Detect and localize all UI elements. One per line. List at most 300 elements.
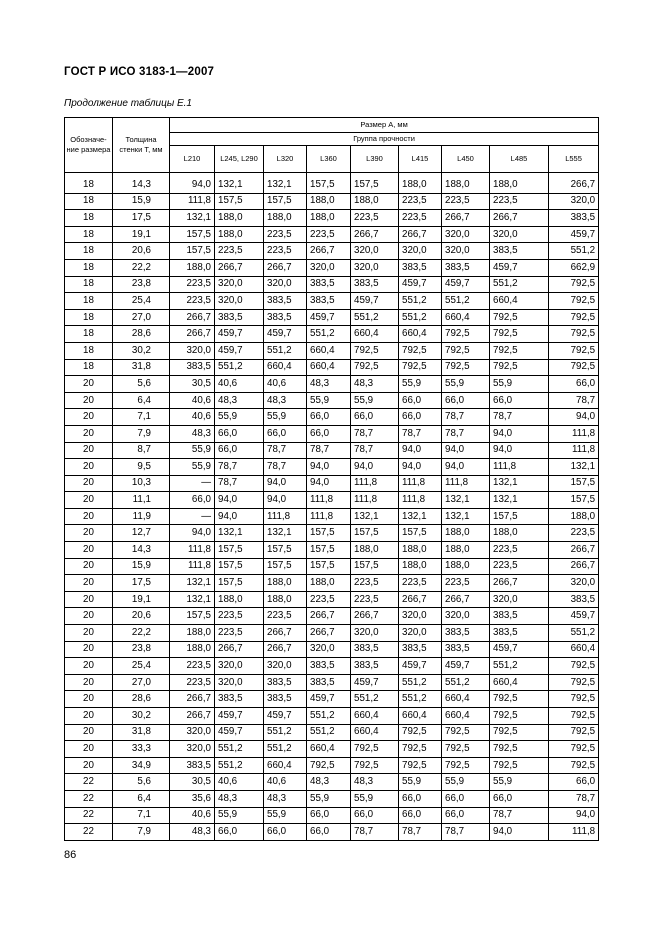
- cell-thickness: 19,1: [113, 226, 170, 243]
- cell-value: 66,0: [307, 409, 351, 426]
- cell-value: 48,3: [215, 392, 264, 409]
- cell-value: 111,8: [549, 442, 599, 459]
- cell-value: 66,0: [549, 774, 599, 791]
- cell-thickness: 20,6: [113, 608, 170, 625]
- cell-value: 792,5: [549, 293, 599, 310]
- cell-value: 132,1: [351, 508, 399, 525]
- cell-value: 551,2: [351, 309, 399, 326]
- cell-value: 551,2: [399, 309, 442, 326]
- cell-value: 223,5: [399, 210, 442, 227]
- cell-value: 94,0: [490, 425, 549, 442]
- cell-value: 157,5: [351, 525, 399, 542]
- cell-value: 792,5: [351, 342, 399, 359]
- cell-value: 266,7: [549, 542, 599, 559]
- cell-value: 383,5: [264, 691, 307, 708]
- cell-value: —: [170, 508, 215, 525]
- cell-value: 383,5: [399, 259, 442, 276]
- cell-value: 383,5: [264, 674, 307, 691]
- cell-value: 459,7: [442, 276, 490, 293]
- cell-value: 320,0: [264, 276, 307, 293]
- cell-value: 40,6: [215, 376, 264, 393]
- cell-value: 188,0: [307, 193, 351, 210]
- cell-designation: 20: [65, 641, 113, 658]
- cell-value: 66,0: [442, 790, 490, 807]
- cell-value: 266,7: [351, 226, 399, 243]
- cell-value: 660,4: [442, 708, 490, 725]
- cell-value: 111,8: [170, 558, 215, 575]
- header-grade: L415: [399, 146, 442, 173]
- table-row: [65, 475, 599, 492]
- cell-value: 157,5: [351, 173, 399, 194]
- cell-value: 792,5: [351, 359, 399, 376]
- cell-thickness: 23,8: [113, 276, 170, 293]
- cell-value: 188,0: [170, 625, 215, 642]
- cell-value: 157,5: [170, 226, 215, 243]
- cell-value: 383,5: [490, 608, 549, 625]
- cell-thickness: 7,9: [113, 824, 170, 841]
- cell-value: 111,8: [264, 508, 307, 525]
- cell-value: 792,5: [490, 708, 549, 725]
- cell-value: 459,7: [351, 674, 399, 691]
- cell-value: 94,0: [442, 459, 490, 476]
- cell-designation: 20: [65, 508, 113, 525]
- cell-value: 78,7: [351, 824, 399, 841]
- header-strength-group: Группа прочности: [170, 133, 599, 146]
- cell-value: 383,5: [170, 757, 215, 774]
- cell-value: 459,7: [307, 691, 351, 708]
- table-row: [65, 508, 599, 525]
- cell-value: 792,5: [351, 757, 399, 774]
- cell-value: 55,9: [399, 376, 442, 393]
- cell-value: 223,5: [490, 193, 549, 210]
- cell-value: 40,6: [264, 774, 307, 791]
- cell-value: 266,7: [549, 173, 599, 194]
- cell-value: 157,5: [264, 193, 307, 210]
- cell-value: 320,0: [307, 641, 351, 658]
- cell-value: 157,5: [215, 575, 264, 592]
- cell-designation: 20: [65, 425, 113, 442]
- cell-value: 94,0: [307, 459, 351, 476]
- cell-value: 188,0: [170, 641, 215, 658]
- cell-value: 78,7: [399, 425, 442, 442]
- table-row: [65, 210, 599, 227]
- cell-value: 792,5: [490, 757, 549, 774]
- cell-value: 132,1: [490, 492, 549, 509]
- cell-thickness: 28,6: [113, 326, 170, 343]
- cell-value: 132,1: [170, 575, 215, 592]
- cell-designation: 20: [65, 542, 113, 559]
- cell-value: 383,5: [351, 276, 399, 293]
- cell-value: 157,5: [549, 492, 599, 509]
- header-designation: Обозначе-ние размера: [65, 118, 113, 173]
- cell-value: 40,6: [170, 409, 215, 426]
- cell-value: 40,6: [170, 392, 215, 409]
- cell-value: 55,9: [490, 376, 549, 393]
- cell-value: 111,8: [399, 492, 442, 509]
- cell-value: 48,3: [264, 790, 307, 807]
- cell-value: 66,0: [264, 824, 307, 841]
- cell-value: 188,0: [307, 575, 351, 592]
- header-grade: L210: [170, 146, 215, 173]
- cell-value: 792,5: [442, 326, 490, 343]
- table-row: [65, 342, 599, 359]
- cell-value: 188,0: [351, 542, 399, 559]
- cell-value: 320,0: [490, 226, 549, 243]
- header-grade: L485: [490, 146, 549, 173]
- cell-value: 55,9: [215, 409, 264, 426]
- cell-thickness: 27,0: [113, 674, 170, 691]
- cell-thickness: 22,2: [113, 259, 170, 276]
- header-grade: L450: [442, 146, 490, 173]
- cell-value: 55,9: [399, 774, 442, 791]
- cell-value: 111,8: [307, 508, 351, 525]
- cell-value: 383,5: [307, 276, 351, 293]
- table-caption: Продолжение таблицы Е.1: [64, 98, 192, 109]
- cell-value: 66,0: [307, 425, 351, 442]
- cell-value: 223,5: [399, 193, 442, 210]
- cell-value: 320,0: [215, 293, 264, 310]
- cell-designation: 20: [65, 724, 113, 741]
- cell-value: 792,5: [490, 359, 549, 376]
- cell-value: 55,9: [307, 790, 351, 807]
- cell-thickness: 23,8: [113, 641, 170, 658]
- document-title: ГОСТ Р ИСО 3183-1—2007: [64, 66, 215, 78]
- cell-value: 66,0: [399, 409, 442, 426]
- cell-value: 66,0: [399, 392, 442, 409]
- cell-thickness: 9,5: [113, 459, 170, 476]
- cell-value: 132,1: [490, 475, 549, 492]
- table-row: [65, 243, 599, 260]
- header-grade: L390: [351, 146, 399, 173]
- cell-value: 223,5: [399, 575, 442, 592]
- cell-value: 223,5: [264, 608, 307, 625]
- cell-designation: 20: [65, 459, 113, 476]
- cell-value: 78,7: [351, 442, 399, 459]
- cell-value: 792,5: [442, 741, 490, 758]
- cell-value: 792,5: [549, 658, 599, 675]
- cell-value: 48,3: [215, 790, 264, 807]
- cell-designation: 22: [65, 774, 113, 791]
- cell-value: 94,0: [399, 459, 442, 476]
- data-table: [64, 117, 599, 841]
- cell-value: 188,0: [264, 591, 307, 608]
- cell-value: 157,5: [215, 542, 264, 559]
- cell-value: 188,0: [215, 210, 264, 227]
- cell-value: 320,0: [399, 625, 442, 642]
- table-row: [65, 790, 599, 807]
- cell-value: 459,7: [215, 708, 264, 725]
- cell-value: 48,3: [351, 774, 399, 791]
- cell-value: 266,7: [170, 326, 215, 343]
- cell-value: 662,9: [549, 259, 599, 276]
- cell-value: 157,5: [215, 558, 264, 575]
- cell-value: 94,0: [264, 492, 307, 509]
- cell-designation: 20: [65, 492, 113, 509]
- cell-value: 266,7: [399, 591, 442, 608]
- cell-value: 188,0: [307, 210, 351, 227]
- cell-value: 320,0: [442, 226, 490, 243]
- cell-value: 157,5: [170, 608, 215, 625]
- header-grade: L320: [264, 146, 307, 173]
- cell-value: 383,5: [170, 359, 215, 376]
- cell-thickness: 7,9: [113, 425, 170, 442]
- cell-value: 132,1: [264, 525, 307, 542]
- cell-thickness: 11,9: [113, 508, 170, 525]
- cell-value: 55,9: [264, 409, 307, 426]
- cell-value: 66,0: [442, 807, 490, 824]
- cell-value: 157,5: [490, 508, 549, 525]
- cell-value: 551,2: [307, 326, 351, 343]
- cell-value: 188,0: [351, 193, 399, 210]
- cell-value: 660,4: [442, 309, 490, 326]
- cell-thickness: 31,8: [113, 724, 170, 741]
- cell-value: 157,5: [264, 558, 307, 575]
- cell-value: 94,0: [549, 409, 599, 426]
- cell-value: 223,5: [170, 293, 215, 310]
- cell-value: 660,4: [351, 326, 399, 343]
- cell-thickness: 30,2: [113, 708, 170, 725]
- table-row: [65, 741, 599, 758]
- cell-value: 266,7: [215, 641, 264, 658]
- cell-value: 551,2: [351, 691, 399, 708]
- cell-value: 660,4: [307, 741, 351, 758]
- cell-value: 459,7: [442, 658, 490, 675]
- table-row: [65, 392, 599, 409]
- cell-value: 78,7: [549, 790, 599, 807]
- cell-value: 660,4: [351, 724, 399, 741]
- cell-value: 48,3: [170, 425, 215, 442]
- cell-value: 320,0: [351, 625, 399, 642]
- cell-value: 188,0: [442, 173, 490, 194]
- table-row: [65, 326, 599, 343]
- cell-value: 94,0: [399, 442, 442, 459]
- cell-value: 792,5: [399, 342, 442, 359]
- cell-value: 188,0: [264, 575, 307, 592]
- cell-value: 94,0: [490, 824, 549, 841]
- cell-value: 78,7: [442, 824, 490, 841]
- cell-designation: 18: [65, 193, 113, 210]
- cell-value: 320,0: [549, 193, 599, 210]
- table-row: [65, 674, 599, 691]
- header-grade: L360: [307, 146, 351, 173]
- cell-value: 157,5: [170, 243, 215, 260]
- cell-value: 223,5: [307, 591, 351, 608]
- cell-value: 111,8: [490, 459, 549, 476]
- cell-thickness: 15,9: [113, 558, 170, 575]
- cell-designation: 18: [65, 243, 113, 260]
- cell-value: 78,7: [399, 824, 442, 841]
- header-thickness: Толщина стенки Т, мм: [113, 118, 170, 173]
- cell-value: 660,4: [307, 359, 351, 376]
- table-row: [65, 409, 599, 426]
- cell-thickness: 25,4: [113, 293, 170, 310]
- cell-value: 660,4: [264, 757, 307, 774]
- cell-value: 320,0: [399, 608, 442, 625]
- cell-value: 383,5: [351, 658, 399, 675]
- cell-value: 383,5: [490, 625, 549, 642]
- cell-value: 551,2: [549, 243, 599, 260]
- cell-value: 792,5: [442, 342, 490, 359]
- cell-value: 223,5: [215, 625, 264, 642]
- cell-value: 48,3: [170, 824, 215, 841]
- cell-designation: 20: [65, 741, 113, 758]
- cell-value: 157,5: [307, 542, 351, 559]
- table-row: [65, 193, 599, 210]
- cell-value: 48,3: [264, 392, 307, 409]
- table-row: [65, 442, 599, 459]
- cell-value: 66,0: [215, 442, 264, 459]
- cell-value: 792,5: [549, 724, 599, 741]
- cell-designation: 18: [65, 293, 113, 310]
- cell-value: 78,7: [264, 442, 307, 459]
- cell-value: 132,1: [215, 525, 264, 542]
- cell-value: 94,0: [215, 492, 264, 509]
- cell-value: 55,9: [490, 774, 549, 791]
- table-row: [65, 226, 599, 243]
- cell-value: 157,5: [307, 558, 351, 575]
- cell-thickness: 6,4: [113, 392, 170, 409]
- cell-thickness: 34,9: [113, 757, 170, 774]
- header-size: Размер А, мм: [170, 118, 599, 133]
- cell-value: 223,5: [351, 591, 399, 608]
- table-row: [65, 376, 599, 393]
- cell-designation: 20: [65, 442, 113, 459]
- cell-value: 792,5: [442, 359, 490, 376]
- cell-value: 188,0: [442, 525, 490, 542]
- cell-thickness: 14,3: [113, 542, 170, 559]
- cell-value: 320,0: [490, 591, 549, 608]
- cell-value: 320,0: [215, 276, 264, 293]
- cell-value: 66,0: [490, 790, 549, 807]
- cell-thickness: 14,3: [113, 173, 170, 194]
- cell-thickness: 10,3: [113, 475, 170, 492]
- cell-value: 111,8: [351, 492, 399, 509]
- cell-designation: 20: [65, 475, 113, 492]
- cell-value: 223,5: [170, 674, 215, 691]
- cell-value: 223,5: [442, 193, 490, 210]
- cell-value: 78,7: [215, 475, 264, 492]
- cell-value: 660,4: [442, 691, 490, 708]
- cell-value: 66,0: [399, 790, 442, 807]
- cell-designation: 20: [65, 691, 113, 708]
- table-row: [65, 625, 599, 642]
- cell-value: 223,5: [170, 658, 215, 675]
- cell-value: 55,9: [170, 459, 215, 476]
- cell-value: 78,7: [490, 409, 549, 426]
- cell-value: 383,5: [351, 641, 399, 658]
- cell-value: 48,3: [351, 376, 399, 393]
- cell-value: 320,0: [351, 243, 399, 260]
- cell-value: 111,8: [170, 193, 215, 210]
- cell-value: 551,2: [307, 708, 351, 725]
- cell-value: 792,5: [549, 359, 599, 376]
- cell-value: 383,5: [442, 259, 490, 276]
- cell-value: 266,7: [490, 210, 549, 227]
- cell-value: 188,0: [215, 591, 264, 608]
- cell-thickness: 7,1: [113, 409, 170, 426]
- cell-value: 792,5: [307, 757, 351, 774]
- cell-value: 792,5: [549, 309, 599, 326]
- cell-value: 188,0: [215, 226, 264, 243]
- cell-designation: 18: [65, 326, 113, 343]
- table-row: [65, 359, 599, 376]
- cell-value: 551,2: [264, 342, 307, 359]
- cell-value: 132,1: [549, 459, 599, 476]
- table-row: [65, 492, 599, 509]
- cell-designation: 20: [65, 608, 113, 625]
- table-row: [65, 708, 599, 725]
- cell-value: 792,5: [442, 757, 490, 774]
- page-number: 86: [64, 849, 77, 861]
- cell-value: 320,0: [170, 724, 215, 741]
- cell-value: 459,7: [399, 658, 442, 675]
- cell-designation: 20: [65, 409, 113, 426]
- cell-value: 660,4: [549, 641, 599, 658]
- cell-value: 383,5: [549, 591, 599, 608]
- cell-value: 266,7: [170, 708, 215, 725]
- cell-designation: 20: [65, 392, 113, 409]
- cell-value: 48,3: [307, 376, 351, 393]
- cell-value: 266,7: [442, 591, 490, 608]
- cell-value: 48,3: [307, 774, 351, 791]
- cell-value: 660,4: [399, 326, 442, 343]
- cell-value: 551,2: [442, 293, 490, 310]
- cell-designation: 20: [65, 376, 113, 393]
- cell-designation: 20: [65, 625, 113, 642]
- cell-value: 55,9: [442, 774, 490, 791]
- cell-value: 157,5: [307, 173, 351, 194]
- cell-value: 157,5: [215, 193, 264, 210]
- cell-value: 78,7: [442, 409, 490, 426]
- cell-value: 78,7: [215, 459, 264, 476]
- cell-value: 66,0: [442, 392, 490, 409]
- cell-value: 223,5: [490, 558, 549, 575]
- cell-thickness: 33,3: [113, 741, 170, 758]
- cell-value: 792,5: [490, 342, 549, 359]
- cell-thickness: 28,6: [113, 691, 170, 708]
- cell-designation: 22: [65, 824, 113, 841]
- cell-value: 551,2: [215, 359, 264, 376]
- cell-value: 792,5: [549, 691, 599, 708]
- cell-thickness: 27,0: [113, 309, 170, 326]
- cell-value: 459,7: [307, 309, 351, 326]
- cell-value: 792,5: [399, 757, 442, 774]
- cell-value: 320,0: [264, 658, 307, 675]
- cell-thickness: 8,7: [113, 442, 170, 459]
- cell-value: 266,7: [399, 226, 442, 243]
- cell-value: 383,5: [442, 641, 490, 658]
- table-row: [65, 807, 599, 824]
- table-row: [65, 309, 599, 326]
- cell-value: 30,5: [170, 376, 215, 393]
- cell-value: 157,5: [264, 542, 307, 559]
- cell-value: 223,5: [170, 276, 215, 293]
- cell-designation: 18: [65, 342, 113, 359]
- cell-value: 94,0: [490, 442, 549, 459]
- cell-value: 55,9: [351, 392, 399, 409]
- cell-value: 383,5: [264, 293, 307, 310]
- cell-value: 792,5: [549, 741, 599, 758]
- cell-value: 459,7: [215, 342, 264, 359]
- cell-value: 66,0: [351, 409, 399, 426]
- cell-value: 660,4: [399, 708, 442, 725]
- cell-value: 188,0: [170, 259, 215, 276]
- cell-value: 66,0: [215, 824, 264, 841]
- cell-value: 78,7: [264, 459, 307, 476]
- cell-value: 551,2: [399, 674, 442, 691]
- cell-value: 551,2: [264, 724, 307, 741]
- cell-value: 223,5: [215, 608, 264, 625]
